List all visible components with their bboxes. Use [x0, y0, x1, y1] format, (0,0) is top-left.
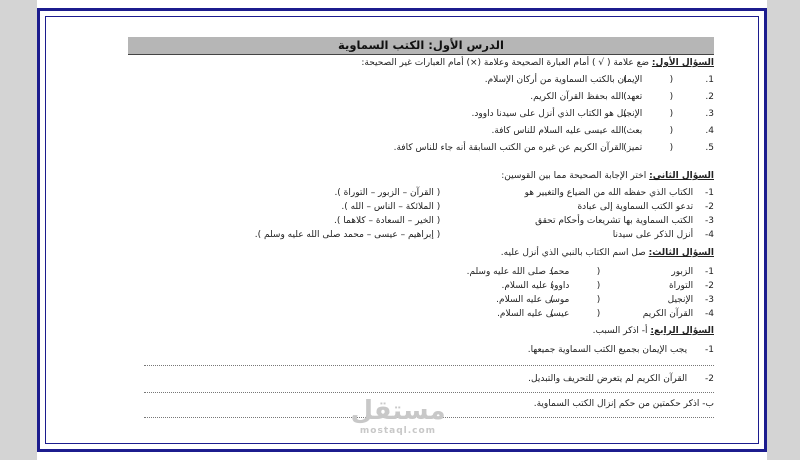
q3-item: [501, 280, 714, 292]
q4-item: [528, 344, 714, 356]
answer-box[interactable]: ( ): [623, 109, 694, 119]
answer-box[interactable]: ( ): [623, 126, 694, 136]
q1-head: السؤال الأول:: [651, 58, 714, 68]
item-options: ( الملائكة – الناس – الله ).: [341, 202, 441, 212]
q1-item: [394, 142, 714, 154]
q4-head: السؤال الرابع:: [650, 326, 714, 336]
q4-instruction: أ- اذكر السبب.: [592, 326, 648, 336]
item-number: 3-: [705, 295, 714, 305]
book-name: التوراة: [668, 281, 694, 291]
item-text: الكتاب الذي حفظه الله من الضياع والتغيير هو: [524, 188, 694, 198]
q2-item: [255, 229, 714, 241]
answer-box[interactable]: ( ): [550, 267, 621, 277]
item-text: تميز القرآن الكريم عن غيره من الكتب السابقة أنه جاء للناس كافة.: [393, 143, 643, 153]
answer-box[interactable]: ( ): [623, 143, 694, 153]
item-options: ( الخير – السعادة – كلاهما ).: [334, 216, 441, 226]
lesson-title: الدرس الأول: الكتب السماوية: [128, 37, 714, 55]
q4-item: [528, 373, 714, 385]
item-text: الإنجيل هو الكتاب الذي أنزل على سيدنا داوود.: [471, 109, 643, 119]
answer-box[interactable]: ( ): [623, 92, 694, 102]
item-text: الكتب السماوية بها تشريعات وأحكام تحقق: [535, 216, 694, 226]
q2-header: [501, 170, 714, 182]
item-number: 1.: [705, 75, 714, 85]
q4-part-b: ب- اذكر حكمتين من حكم إنزال الكتب السماوية.: [533, 399, 714, 409]
item-number: 4.: [705, 126, 714, 136]
item-number: 5.: [705, 143, 714, 153]
q1-item: [491, 125, 714, 137]
book-name: الزبور: [671, 267, 694, 277]
item-number: 2.: [705, 92, 714, 102]
item-number: 2-: [705, 374, 714, 384]
item-number: 3.: [705, 109, 714, 119]
q2-instruction: اختر الإجابة الصحيحة مما بين القوسين:: [501, 171, 647, 181]
worksheet: [86, 33, 714, 423]
item-number: 1-: [705, 345, 714, 355]
prophet-name: موسى عليه السلام.: [496, 295, 570, 305]
q4-header: [593, 325, 714, 337]
q1-item: [485, 74, 714, 86]
prophet-name: عيسى عليه السلام.: [497, 309, 570, 319]
item-number: 3-: [705, 216, 714, 226]
q3-header: [501, 247, 714, 259]
prophet-name: محمد صلى الله عليه وسلم.: [466, 267, 570, 277]
q2-item: [334, 215, 714, 227]
item-text: القرآن الكريم لم يتعرض للتحريف والتبديل.: [528, 374, 688, 384]
item-text: بعث الله عيسى عليه السلام للناس كافة.: [491, 126, 643, 136]
item-text: الإيمان بالكتب السماوية من أركان الإسلام.: [484, 75, 643, 85]
q2-head: السؤال الثاني:: [649, 171, 714, 181]
answer-line[interactable]: [144, 392, 714, 393]
item-options: ( إبراهيم – عيسى – محمد صلى الله عليه وسلم ).: [254, 230, 441, 240]
answer-line[interactable]: [144, 365, 714, 366]
prophet-name: داوود عليه السلام.: [501, 281, 570, 291]
q3-head: السؤال الثالث:: [648, 248, 714, 258]
item-number: 1-: [705, 267, 714, 277]
book-name: الإنجيل: [667, 295, 694, 305]
q2-item: [341, 201, 714, 213]
answer-box[interactable]: ( ): [550, 309, 621, 319]
q2-item: [334, 187, 714, 199]
q1-item: [472, 108, 714, 120]
q1-header: [361, 57, 714, 69]
item-number: 2-: [705, 281, 714, 291]
watermark-logo: [343, 396, 453, 446]
item-number: 4-: [705, 309, 714, 319]
item-number: 1-: [705, 188, 714, 198]
item-text: يجب الإيمان بجميع الكتب السماوية جميعها.: [527, 345, 688, 355]
item-number: 4-: [705, 230, 714, 240]
left-margin: [0, 0, 37, 460]
answer-box[interactable]: ( ): [623, 75, 694, 85]
item-text: أنزل الذكر على سيدنا: [612, 230, 694, 240]
watermark-sub: mostaql.com: [359, 426, 437, 436]
q3-item: [497, 308, 714, 320]
book-name: القرآن الكريم: [642, 309, 694, 319]
q3-instruction: صل اسم الكتاب بالنبي الذي أنزل عليه.: [500, 248, 646, 258]
q1-instruction: ضع علامة ( √ ) أمام العبارة الصحيحة وعلامة (×) أمام العبارات غير الصحيحة:: [361, 58, 650, 68]
item-text: تدعو الكتب السماوية إلى عبادة: [577, 202, 694, 212]
answer-box[interactable]: ( ): [550, 281, 621, 291]
q1-item: [530, 91, 714, 103]
q3-item: [467, 266, 714, 278]
item-options: ( القرآن – الزبور – التوراة ).: [334, 188, 441, 198]
watermark-text: مستقل: [350, 396, 446, 426]
item-text: تعهد الله بحفظ القرآن الكريم.: [530, 92, 643, 102]
right-margin: [767, 0, 800, 460]
q3-item: [496, 294, 714, 306]
item-number: 2-: [705, 202, 714, 212]
answer-box[interactable]: ( ): [550, 295, 621, 305]
